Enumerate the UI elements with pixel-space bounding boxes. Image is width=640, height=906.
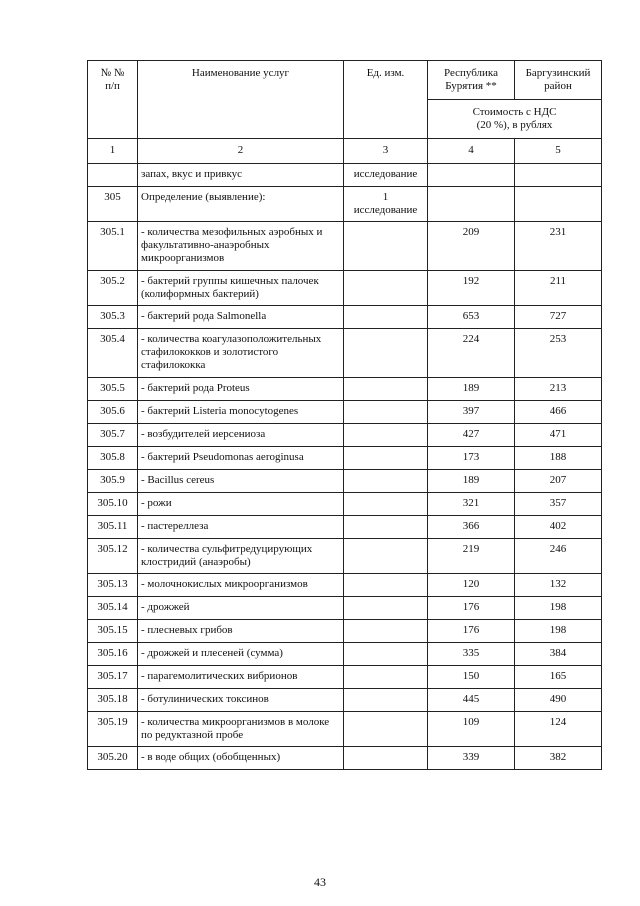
- row-unit: [344, 516, 428, 539]
- header-republic: Республика Бурятия **: [428, 61, 515, 100]
- row-service-name: - бактерий Listeria monocytogenes: [138, 401, 344, 424]
- row-price-district: 188: [515, 447, 602, 470]
- table-row: [88, 747, 602, 770]
- row-service-name: - парагемолитических вибрионов: [138, 666, 344, 689]
- row-price-republic: 321: [428, 493, 515, 516]
- row-service-name: - молочнокислых микроорганизмов: [138, 574, 344, 597]
- row-unit: исследование: [344, 164, 428, 187]
- row-number: [88, 164, 138, 187]
- row-unit: [344, 666, 428, 689]
- row-price-district: [515, 164, 602, 187]
- row-unit: [344, 306, 428, 329]
- row-number: 305.20: [88, 747, 138, 770]
- table-row: [88, 447, 602, 470]
- price-table-body: [88, 61, 602, 770]
- column-number-row: [88, 139, 602, 164]
- row-number: 305.2: [88, 271, 138, 306]
- row-service-name: запах, вкус и привкус: [138, 164, 344, 187]
- row-number: 305.17: [88, 666, 138, 689]
- row-service-name: - бактерий рода Salmonella: [138, 306, 344, 329]
- row-price-district: 132: [515, 574, 602, 597]
- table-row: [88, 401, 602, 424]
- table-row: [88, 493, 602, 516]
- row-price-republic: 397: [428, 401, 515, 424]
- row-price-district: 382: [515, 747, 602, 770]
- row-unit: [344, 329, 428, 378]
- row-unit: [344, 643, 428, 666]
- row-price-district: 231: [515, 222, 602, 271]
- row-unit: [344, 574, 428, 597]
- table-row: [88, 271, 602, 306]
- row-price-republic: 219: [428, 539, 515, 574]
- header-row: [88, 61, 602, 100]
- row-price-republic: 339: [428, 747, 515, 770]
- row-unit: 1 исследование: [344, 187, 428, 222]
- row-number: 305.19: [88, 712, 138, 747]
- row-price-district: 198: [515, 620, 602, 643]
- row-unit: [344, 493, 428, 516]
- row-service-name: - плесневых грибов: [138, 620, 344, 643]
- row-service-name: - количества мезофильных аэробных и факультативно-анаэробных микроорганизмов: [138, 222, 344, 271]
- row-unit: [344, 271, 428, 306]
- row-service-name: - в воде общих (обобщенных): [138, 747, 344, 770]
- row-price-district: 727: [515, 306, 602, 329]
- row-number: 305.14: [88, 597, 138, 620]
- row-number: 305.5: [88, 378, 138, 401]
- row-price-district: 246: [515, 539, 602, 574]
- table-row: [88, 424, 602, 447]
- row-unit: [344, 689, 428, 712]
- row-price-district: 207: [515, 470, 602, 493]
- table-row: [88, 597, 602, 620]
- row-service-name: - пастереллеза: [138, 516, 344, 539]
- row-unit: [344, 424, 428, 447]
- row-price-district: 384: [515, 643, 602, 666]
- row-service-name: Определение (выявление):: [138, 187, 344, 222]
- column-number: 2: [138, 139, 344, 164]
- row-price-district: 471: [515, 424, 602, 447]
- row-price-republic: 224: [428, 329, 515, 378]
- row-price-district: 213: [515, 378, 602, 401]
- row-unit: [344, 747, 428, 770]
- table-row: [88, 378, 602, 401]
- column-number: 4: [428, 139, 515, 164]
- row-number: 305.10: [88, 493, 138, 516]
- row-price-district: 124: [515, 712, 602, 747]
- table-row: [88, 689, 602, 712]
- row-service-name: - дрожжей: [138, 597, 344, 620]
- table-row: [88, 620, 602, 643]
- row-service-name: - количества коагулазоположительных стафилококков и золотистого стафилококка: [138, 329, 344, 378]
- row-service-name: - количества сульфитредуцирующих клостридий (анаэробы): [138, 539, 344, 574]
- table-row: [88, 666, 602, 689]
- row-price-republic: 189: [428, 470, 515, 493]
- row-number: 305.13: [88, 574, 138, 597]
- row-number: 305.12: [88, 539, 138, 574]
- table-row: [88, 516, 602, 539]
- row-price-republic: 150: [428, 666, 515, 689]
- row-price-district: 165: [515, 666, 602, 689]
- row-number: 305.15: [88, 620, 138, 643]
- row-service-name: - количества микроорганизмов в молоке по редуктазной пробе: [138, 712, 344, 747]
- row-price-republic: 209: [428, 222, 515, 271]
- row-service-name: - возбудителей иерсениоза: [138, 424, 344, 447]
- table-row: [88, 164, 602, 187]
- row-price-republic: 427: [428, 424, 515, 447]
- row-price-district: 211: [515, 271, 602, 306]
- row-service-name: - ботулинических токсинов: [138, 689, 344, 712]
- row-number: 305.1: [88, 222, 138, 271]
- row-service-name: - бактерий Pseudomonas aeroginusa: [138, 447, 344, 470]
- column-number: 5: [515, 139, 602, 164]
- row-service-name: - бактерий рода Proteus: [138, 378, 344, 401]
- row-service-name: - бактерий группы кишечных палочек (колиформных бактерий): [138, 271, 344, 306]
- row-number: 305.11: [88, 516, 138, 539]
- row-price-republic: 109: [428, 712, 515, 747]
- table-row: [88, 187, 602, 222]
- row-price-district: 253: [515, 329, 602, 378]
- row-unit: [344, 539, 428, 574]
- table-row: [88, 470, 602, 493]
- table-row: [88, 222, 602, 271]
- row-unit: [344, 378, 428, 401]
- header-number: № № п/п: [88, 61, 138, 139]
- row-price-district: 402: [515, 516, 602, 539]
- row-price-republic: 653: [428, 306, 515, 329]
- header-district: Баргузинский район: [515, 61, 602, 100]
- row-price-district: 466: [515, 401, 602, 424]
- table-row: [88, 329, 602, 378]
- header-price-caption: Стоимость с НДС (20 %), в рублях: [428, 100, 602, 139]
- price-table: [87, 60, 602, 770]
- row-unit: [344, 222, 428, 271]
- table-row: [88, 539, 602, 574]
- row-price-republic: 445: [428, 689, 515, 712]
- column-number: 3: [344, 139, 428, 164]
- row-price-republic: 192: [428, 271, 515, 306]
- row-service-name: - рожи: [138, 493, 344, 516]
- row-price-republic: [428, 187, 515, 222]
- row-unit: [344, 447, 428, 470]
- column-number: 1: [88, 139, 138, 164]
- row-service-name: - Bacillus cereus: [138, 470, 344, 493]
- table-row: [88, 574, 602, 597]
- row-price-district: [515, 187, 602, 222]
- row-price-republic: [428, 164, 515, 187]
- row-number: 305.18: [88, 689, 138, 712]
- row-number: 305: [88, 187, 138, 222]
- row-unit: [344, 712, 428, 747]
- row-price-district: 490: [515, 689, 602, 712]
- row-price-district: 357: [515, 493, 602, 516]
- header-service-name: Наименование услуг: [138, 61, 344, 139]
- row-number: 305.3: [88, 306, 138, 329]
- row-price-republic: 173: [428, 447, 515, 470]
- row-number: 305.4: [88, 329, 138, 378]
- row-price-republic: 335: [428, 643, 515, 666]
- row-number: 305.6: [88, 401, 138, 424]
- row-unit: [344, 470, 428, 493]
- row-number: 305.9: [88, 470, 138, 493]
- row-unit: [344, 401, 428, 424]
- row-number: 305.16: [88, 643, 138, 666]
- header-unit: Ед. изм.: [344, 61, 428, 139]
- table-row: [88, 712, 602, 747]
- table-row: [88, 306, 602, 329]
- row-service-name: - дрожжей и плесеней (сумма): [138, 643, 344, 666]
- row-price-district: 198: [515, 597, 602, 620]
- row-price-republic: 189: [428, 378, 515, 401]
- page-number: 43: [314, 875, 326, 889]
- row-unit: [344, 620, 428, 643]
- row-number: 305.7: [88, 424, 138, 447]
- row-price-republic: 176: [428, 620, 515, 643]
- table-row: [88, 643, 602, 666]
- row-price-republic: 366: [428, 516, 515, 539]
- row-price-republic: 120: [428, 574, 515, 597]
- row-unit: [344, 597, 428, 620]
- row-number: 305.8: [88, 447, 138, 470]
- row-price-republic: 176: [428, 597, 515, 620]
